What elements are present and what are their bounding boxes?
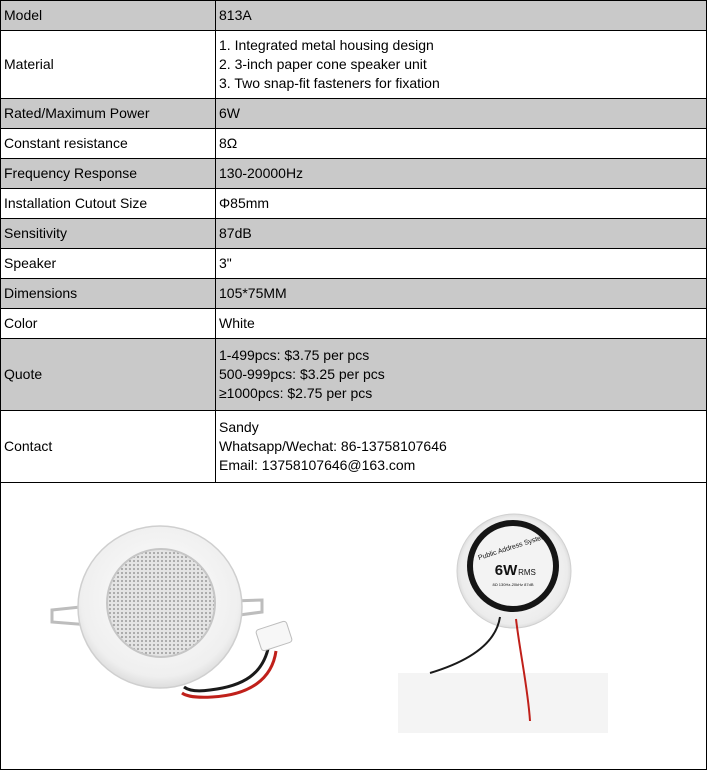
power-value: 6W: [216, 99, 707, 129]
color-value: White: [216, 309, 707, 339]
product-photos-svg: [0, 483, 707, 770]
label-brand: Public Address System: [477, 533, 548, 562]
contact-email: Email: 13758107646@163.com: [219, 457, 416, 473]
row-frequency: [1, 159, 707, 189]
contact-label: Contact: [1, 411, 216, 483]
material-label: Material: [1, 31, 216, 99]
row-material: [1, 31, 707, 99]
speaker-label: Speaker: [1, 249, 216, 279]
color-label: Color: [1, 309, 216, 339]
terminal-block: [255, 621, 292, 652]
quote-line-2: 500-999pcs: $3.25 per pcs: [219, 366, 385, 382]
speaker-grille: [107, 549, 215, 657]
contact-name: Sandy: [219, 419, 259, 435]
back-wire-black: [430, 617, 500, 673]
front-speaker-photo: [52, 526, 293, 697]
frequency-value: 130-20000Hz: [216, 159, 707, 189]
contact-whatsapp: Whatsapp/Wechat: 86-13758107646: [219, 438, 447, 454]
power-label: Rated/Maximum Power: [1, 99, 216, 129]
sensitivity-label: Sensitivity: [1, 219, 216, 249]
contact-value: [216, 411, 707, 483]
dimensions-label: Dimensions: [1, 279, 216, 309]
model-label: Model: [1, 1, 216, 31]
label-spec: 8Ω 130Hz-20kHz 87dB: [492, 582, 534, 587]
sensitivity-value: 87dB: [216, 219, 707, 249]
material-value: [216, 31, 707, 99]
model-value: 813A: [216, 1, 707, 31]
row-color: [1, 309, 707, 339]
label-power: 6W: [494, 562, 518, 579]
row-speaker: [1, 249, 707, 279]
row-dimensions: [1, 279, 707, 309]
dimensions-value: 105*75MM: [216, 279, 707, 309]
cutout-value: Φ85mm: [216, 189, 707, 219]
quote-line-1: 1-499pcs: $3.75 per pcs: [219, 347, 370, 363]
speaker-value: 3": [216, 249, 707, 279]
back-speaker-photo: [398, 514, 608, 733]
frequency-label: Frequency Response: [1, 159, 216, 189]
row-quote: [1, 339, 707, 411]
row-contact: [1, 411, 707, 483]
back-photo-backdrop: [398, 673, 608, 733]
row-resistance: [1, 129, 707, 159]
row-model: [1, 1, 707, 31]
row-sensitivity: [1, 219, 707, 249]
resistance-label: Constant resistance: [1, 129, 216, 159]
row-power: [1, 99, 707, 129]
resistance-value: 8Ω: [216, 129, 707, 159]
material-line-1: 1. Integrated metal housing design: [219, 37, 434, 53]
row-cutout: [1, 189, 707, 219]
cutout-label: Installation Cutout Size: [1, 189, 216, 219]
material-line-2: 2. 3-inch paper cone speaker unit: [219, 56, 427, 72]
label-rms: RMS: [518, 568, 536, 577]
product-photos: [0, 483, 707, 770]
quote-label: Quote: [1, 339, 216, 411]
quote-line-3: ≥1000pcs: $2.75 per pcs: [219, 385, 373, 401]
quote-value: [216, 339, 707, 411]
material-line-3: 3. Two snap-fit fasteners for fixation: [219, 75, 440, 91]
